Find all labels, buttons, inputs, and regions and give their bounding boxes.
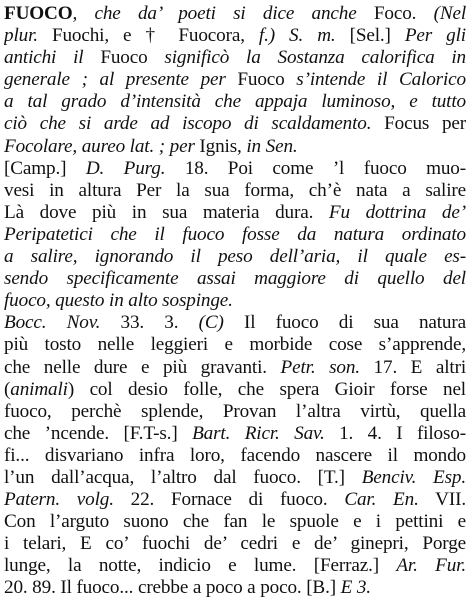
entry-line (4, 445, 466, 467)
italic-text: fuoco, questo in alto sospinge. (4, 290, 233, 312)
text-run: lunge, la notte, indicio e lume. [Ferraz.] (4, 555, 397, 577)
italic-text: generale ; al presente per (4, 69, 226, 91)
text-run: Ignis, (194, 135, 247, 157)
entry-line (4, 158, 466, 180)
italic-text: significò la Sostanza calorifica in (164, 47, 466, 69)
italic-text: ciò che si arde ad iscopo di scaldamento. (4, 113, 372, 135)
text-run: VII. (418, 489, 466, 511)
text-run: più tosto nelle leggieri e morbide cose s’apprende, (4, 334, 466, 356)
text-run: 33. 3. (100, 312, 199, 334)
italic-text: Bart. Ricr. Sav. (192, 422, 325, 444)
italic-text: Focolare, aureo lat. ; per (4, 135, 195, 157)
italic-text: (C) (198, 312, 224, 334)
italic-text: E 3. (340, 577, 371, 599)
entry-line (4, 555, 466, 577)
text-run: l’un dall’acqua, l’altro dal fuoco. [T.] (4, 466, 362, 488)
entry-line (4, 180, 466, 202)
entry-line (4, 401, 466, 423)
italic-text: Benciv. Esp. (361, 466, 466, 488)
entry-line (4, 312, 466, 334)
italic-text: (Nel (433, 3, 466, 24)
italic-text: sendo specificamente assai maggiore di quello del (4, 268, 466, 290)
entry-line (4, 467, 466, 489)
italic-text: plur. (4, 25, 38, 47)
text-run: 17. E altri (359, 356, 466, 378)
entry-line (4, 25, 466, 47)
italic-text: animali (10, 378, 68, 400)
italic-text: Peripatetici che il fuoco fosse da natura ordinato (4, 223, 466, 245)
text-run: fi... disvariano infra loro, facendo nascere il mondo (4, 444, 466, 466)
text-run: 1. 4. I filoso- (324, 422, 466, 444)
italic-text: s’intende il Calorico (296, 69, 466, 91)
entry-line (4, 246, 466, 268)
italic-text: Bocc. Nov. (4, 312, 101, 334)
entry-line (4, 202, 466, 224)
italic-text: f.) S. m. (258, 25, 336, 47)
entry-line (4, 3, 466, 25)
entry-line (4, 290, 466, 312)
italic-text: antichi il (4, 47, 84, 69)
text-run: 18. Poi come ’l fuoco muo- (165, 157, 466, 179)
text-run: vesi in altura Per la sua forma, ch’è nata a salire (4, 179, 466, 201)
italic-text: Car. En. (344, 489, 419, 511)
entry-line (4, 511, 466, 533)
italic-text: che da’ poeti si dice anche (94, 3, 357, 24)
headword: FUOCO (4, 3, 73, 24)
italic-text: Petr. son. (280, 356, 360, 378)
entry-line (4, 577, 466, 599)
text-run: Fuochi, e † Fuocora, (37, 25, 259, 47)
italic-text: in Sen. (246, 135, 298, 157)
italic-text: Per gli (404, 25, 466, 47)
entry-line (4, 489, 466, 511)
entry-line (4, 91, 466, 113)
entry-line (4, 113, 466, 135)
entry-line (4, 423, 466, 445)
entry-line (4, 47, 466, 69)
italic-text: a tal grado d’intensità che appaja luminoso, e tutto (4, 91, 466, 113)
text-run: [Camp.] (4, 157, 86, 179)
text-run: fuoco, perchè splende, Provan l’altra virtù, quella (4, 400, 466, 422)
text-run: che ’ncende. [F.T-s.] (4, 422, 193, 444)
italic-text: D. Purg. (85, 157, 166, 179)
text-run: Con l’arguto suono che fan le spuole e i pettini e (4, 511, 466, 533)
text-run: ) col desio folle, che spera Gioir forse nel (67, 378, 466, 400)
text-run: Focus per (371, 113, 466, 135)
italic-text: Patern. volg. (4, 489, 114, 511)
text-run: ( (4, 378, 11, 400)
entry-line (4, 268, 466, 290)
text-run: [Sel.] (335, 25, 405, 47)
entry-line (4, 224, 466, 246)
dictionary-entry (4, 3, 466, 600)
entry-line (4, 334, 466, 356)
text-run: Là dove più in sua materia dura. (4, 201, 329, 223)
italic-text: , (72, 3, 95, 24)
text-run: Fuoco (225, 69, 297, 91)
entry-line (4, 136, 466, 158)
italic-text: Ar. Fur. (396, 555, 466, 577)
italic-text: Fu dottrina de’ (328, 201, 466, 223)
text-run: 22. Fornace di fuoco. (113, 489, 345, 511)
entry-line (4, 533, 466, 555)
text-run: che nelle dure e più gravanti. (4, 356, 281, 378)
entry-line (4, 379, 466, 401)
text-run: 20. 89. Il fuoco... crebbe a poco a poco. [B.] (4, 577, 341, 599)
italic-text: a salire, ignorando il peso dell’aria, il quale es- (4, 246, 466, 268)
entry-line (4, 69, 466, 91)
text-run: Foco. (356, 3, 434, 24)
entry-line (4, 357, 466, 379)
text-run: i telari, E co’ fuochi de’ cedri e de’ ginepri, Porge (4, 533, 466, 555)
text-run: Il fuoco di sua natura (223, 312, 466, 334)
text-run: Fuoco (83, 47, 165, 69)
